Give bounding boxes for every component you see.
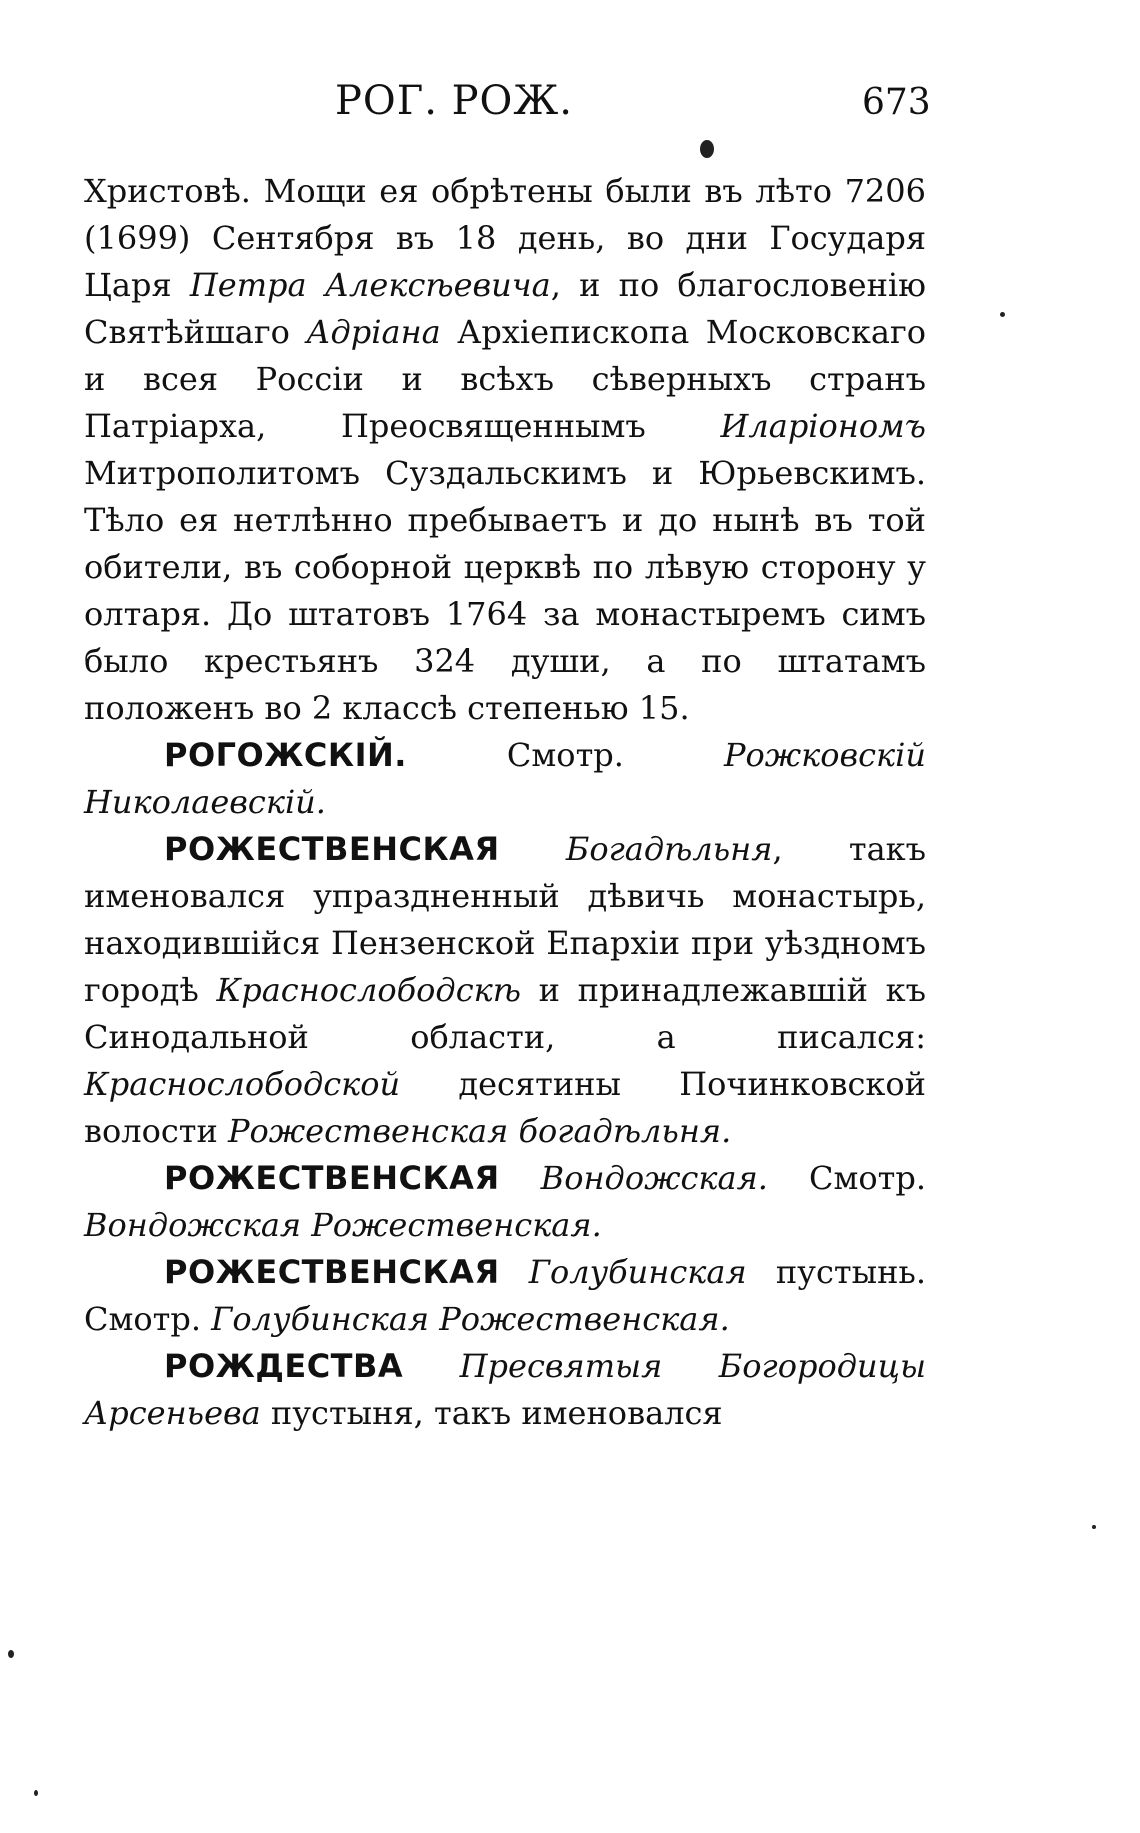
italic-term: Вондожская. [540, 1159, 768, 1197]
headword: РОГОЖСКІЙ. [164, 736, 407, 774]
italic-term: Рожественская богадѣльня. [228, 1112, 732, 1150]
entry-rozhestvenskaya-bogadelnya [84, 826, 926, 1155]
text-run [500, 1253, 529, 1291]
text-run: и принадлежавшій къ Синодальной области, а писался: [84, 971, 927, 1056]
text-run: , такъ именовался упраздненный дѣвичь монастырь, находившійся Пензенской Епархіи при уѣздномъ городѣ [84, 830, 926, 1009]
personal-name: Адріана [306, 313, 441, 351]
text-run: десятины Починковской волости [84, 1065, 926, 1150]
cross-reference: Рожковскій Николаевскій. [84, 736, 926, 821]
place-name: Краснослободскѣ [216, 971, 521, 1009]
headword: РОЖЕСТВЕНСКАЯ [164, 830, 500, 868]
text-run: Митрополитомъ Суздальскимъ и Юрьевскимъ. Тѣло ея нетлѣнно пребываетъ и до нынѣ въ той обители, въ соборной церквѣ по лѣвую сторону у олтаря. До штатовъ 1764 за монастыремъ симъ было крестьянъ 324 души, а по штатамъ положенъ во 2 классѣ степенью 15. [84, 454, 926, 727]
headword: РОЖЕСТВЕНСКАЯ [164, 1253, 500, 1291]
personal-name: Петра Алексѣевича [189, 266, 551, 304]
ink-speck [1000, 312, 1005, 317]
entry-rogozhsky [84, 732, 926, 826]
italic-term: Голубинская [528, 1253, 747, 1291]
text-run [403, 1347, 459, 1385]
headword: РОЖДЕСТВА [164, 1347, 404, 1385]
italic-term: Богадѣльня [565, 830, 773, 868]
italic-term: Пресвятыя Богородицы Арсеньева [84, 1347, 926, 1432]
dictionary-text [84, 168, 926, 1437]
text-run: Христовѣ. Мощи ея обрѣтены были въ лѣто 7206 (1699) Сентября въ 18 день, во дни Государя Царя [84, 172, 926, 304]
text-run: Смотр. [406, 736, 724, 774]
ink-speck [8, 1650, 14, 1658]
entry-continuation [84, 168, 926, 732]
entry-rozhestvenskaya-golubinskaya [84, 1249, 926, 1343]
text-run: , и по благословенію Святѣйшаго [84, 266, 926, 351]
cross-reference: Вондожская Рожественская. [84, 1206, 602, 1244]
entry-rozhdestva [84, 1343, 926, 1437]
headword: РОЖЕСТВЕНСКАЯ [164, 1159, 500, 1197]
text-run: Смотр. [767, 1159, 927, 1197]
text-run: Архіепископа Московскаго и всея Россіи и всѣхъ сѣверныхъ странъ Патріарха, Преосвященнымъ [84, 313, 927, 445]
cross-reference: Голубинская Рожественская. [211, 1300, 730, 1338]
text-run: пустынь. Смотр. [84, 1253, 926, 1338]
text-run [500, 1159, 541, 1197]
personal-name: Иларіономъ [720, 407, 926, 445]
place-name: Краснослободской [84, 1065, 401, 1103]
running-head: РОГ. РОЖ. [335, 78, 573, 124]
ink-speck [1092, 1525, 1096, 1529]
ink-speck [34, 1790, 38, 1796]
ink-speck [700, 140, 714, 158]
text-run [500, 830, 566, 868]
text-run: пустыня, такъ именовался [260, 1394, 723, 1432]
entry-rozhestvenskaya-vondozhskaya [84, 1155, 926, 1249]
page-number: 673 [862, 82, 931, 123]
